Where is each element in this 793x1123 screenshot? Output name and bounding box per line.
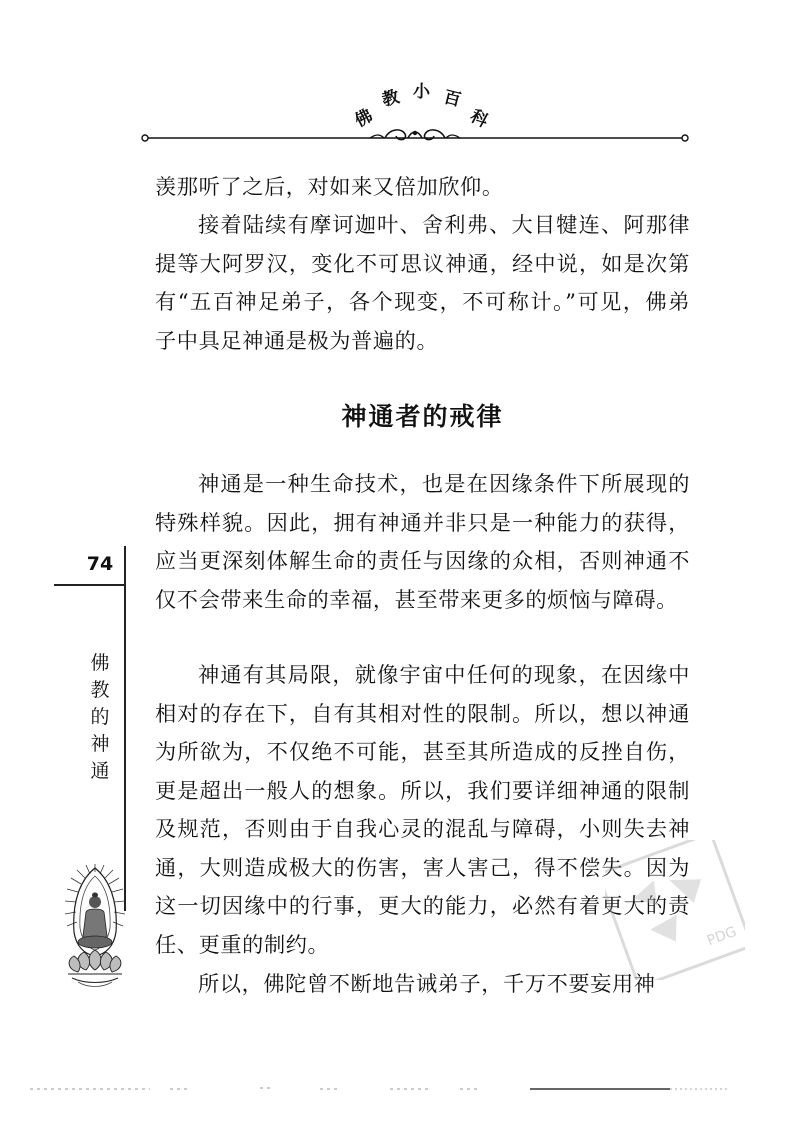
section-heading: 神通者的戒律 xyxy=(341,402,504,431)
margin-rule-horizontal xyxy=(54,584,126,586)
series-title-char: 百 xyxy=(441,87,463,111)
series-title-char: 小 xyxy=(413,82,430,102)
book-title-char: 教 xyxy=(90,679,110,701)
book-title-char: 的 xyxy=(90,706,110,728)
paragraph: 羡那听了之后，对如来又倍加欣仰。 xyxy=(155,174,504,199)
series-title-char: 教 xyxy=(380,87,402,111)
buddha-lotus-icon xyxy=(60,862,130,992)
header-ornament-rule xyxy=(140,124,690,148)
book-title-vertical xyxy=(80,650,120,785)
book-title-char: 神 xyxy=(90,733,110,755)
book-title-char: 通 xyxy=(90,760,110,782)
paragraph: 神通有其局限，就像宇宙中任何的现象，在因缘中相对的存在下，自有其相对性的限制。所以，想以神通为所欲为，不仅绝不可能，甚至其所造成的反挫自伤，更是超出一般人的想象。所以，我们要详细神通的限制及规范，否则由于自我心灵的混乱与障碍，小则失去神通，大则造成极大的伤害，害人害己，得不偿失。因为这一切因缘中的行事，更大的能力，必然有着更大的责任、更重的制约。 xyxy=(155,662,690,957)
paragraph: 接着陆续有摩诃迦叶、舍利弗、大目犍连、阿那律提等大阿罗汉，变化不可思议神通，经中说，如是次第有“五百神足弟子，各个现变，不可称计。”可见，佛弟子中具足神通是极为普遍的。 xyxy=(155,212,690,353)
paragraph: 神通是一种生命技术，也是在因缘条件下所展现的特殊样貌。因此，拥有神通并非只是一种能力的获得，应当更深刻体解生命的责任与因缘的众相，否则神通不仅不会带来生命的幸福，甚至带来更多的烦恼与障碍。 xyxy=(155,471,690,612)
scan-artifact-line xyxy=(30,1080,750,1092)
watermark-seal xyxy=(605,840,745,980)
book-title-char: 佛 xyxy=(90,652,110,674)
series-title-char: 佛 xyxy=(351,105,377,132)
series-title-char: 科 xyxy=(466,106,492,132)
paragraph: 所以，佛陀曾不断地告诫弟子，千万不要妄用神 xyxy=(198,971,656,996)
margin-rule-vertical xyxy=(124,546,126,911)
page-number: 74 xyxy=(86,553,114,575)
watermark-text: PDG xyxy=(705,923,739,950)
